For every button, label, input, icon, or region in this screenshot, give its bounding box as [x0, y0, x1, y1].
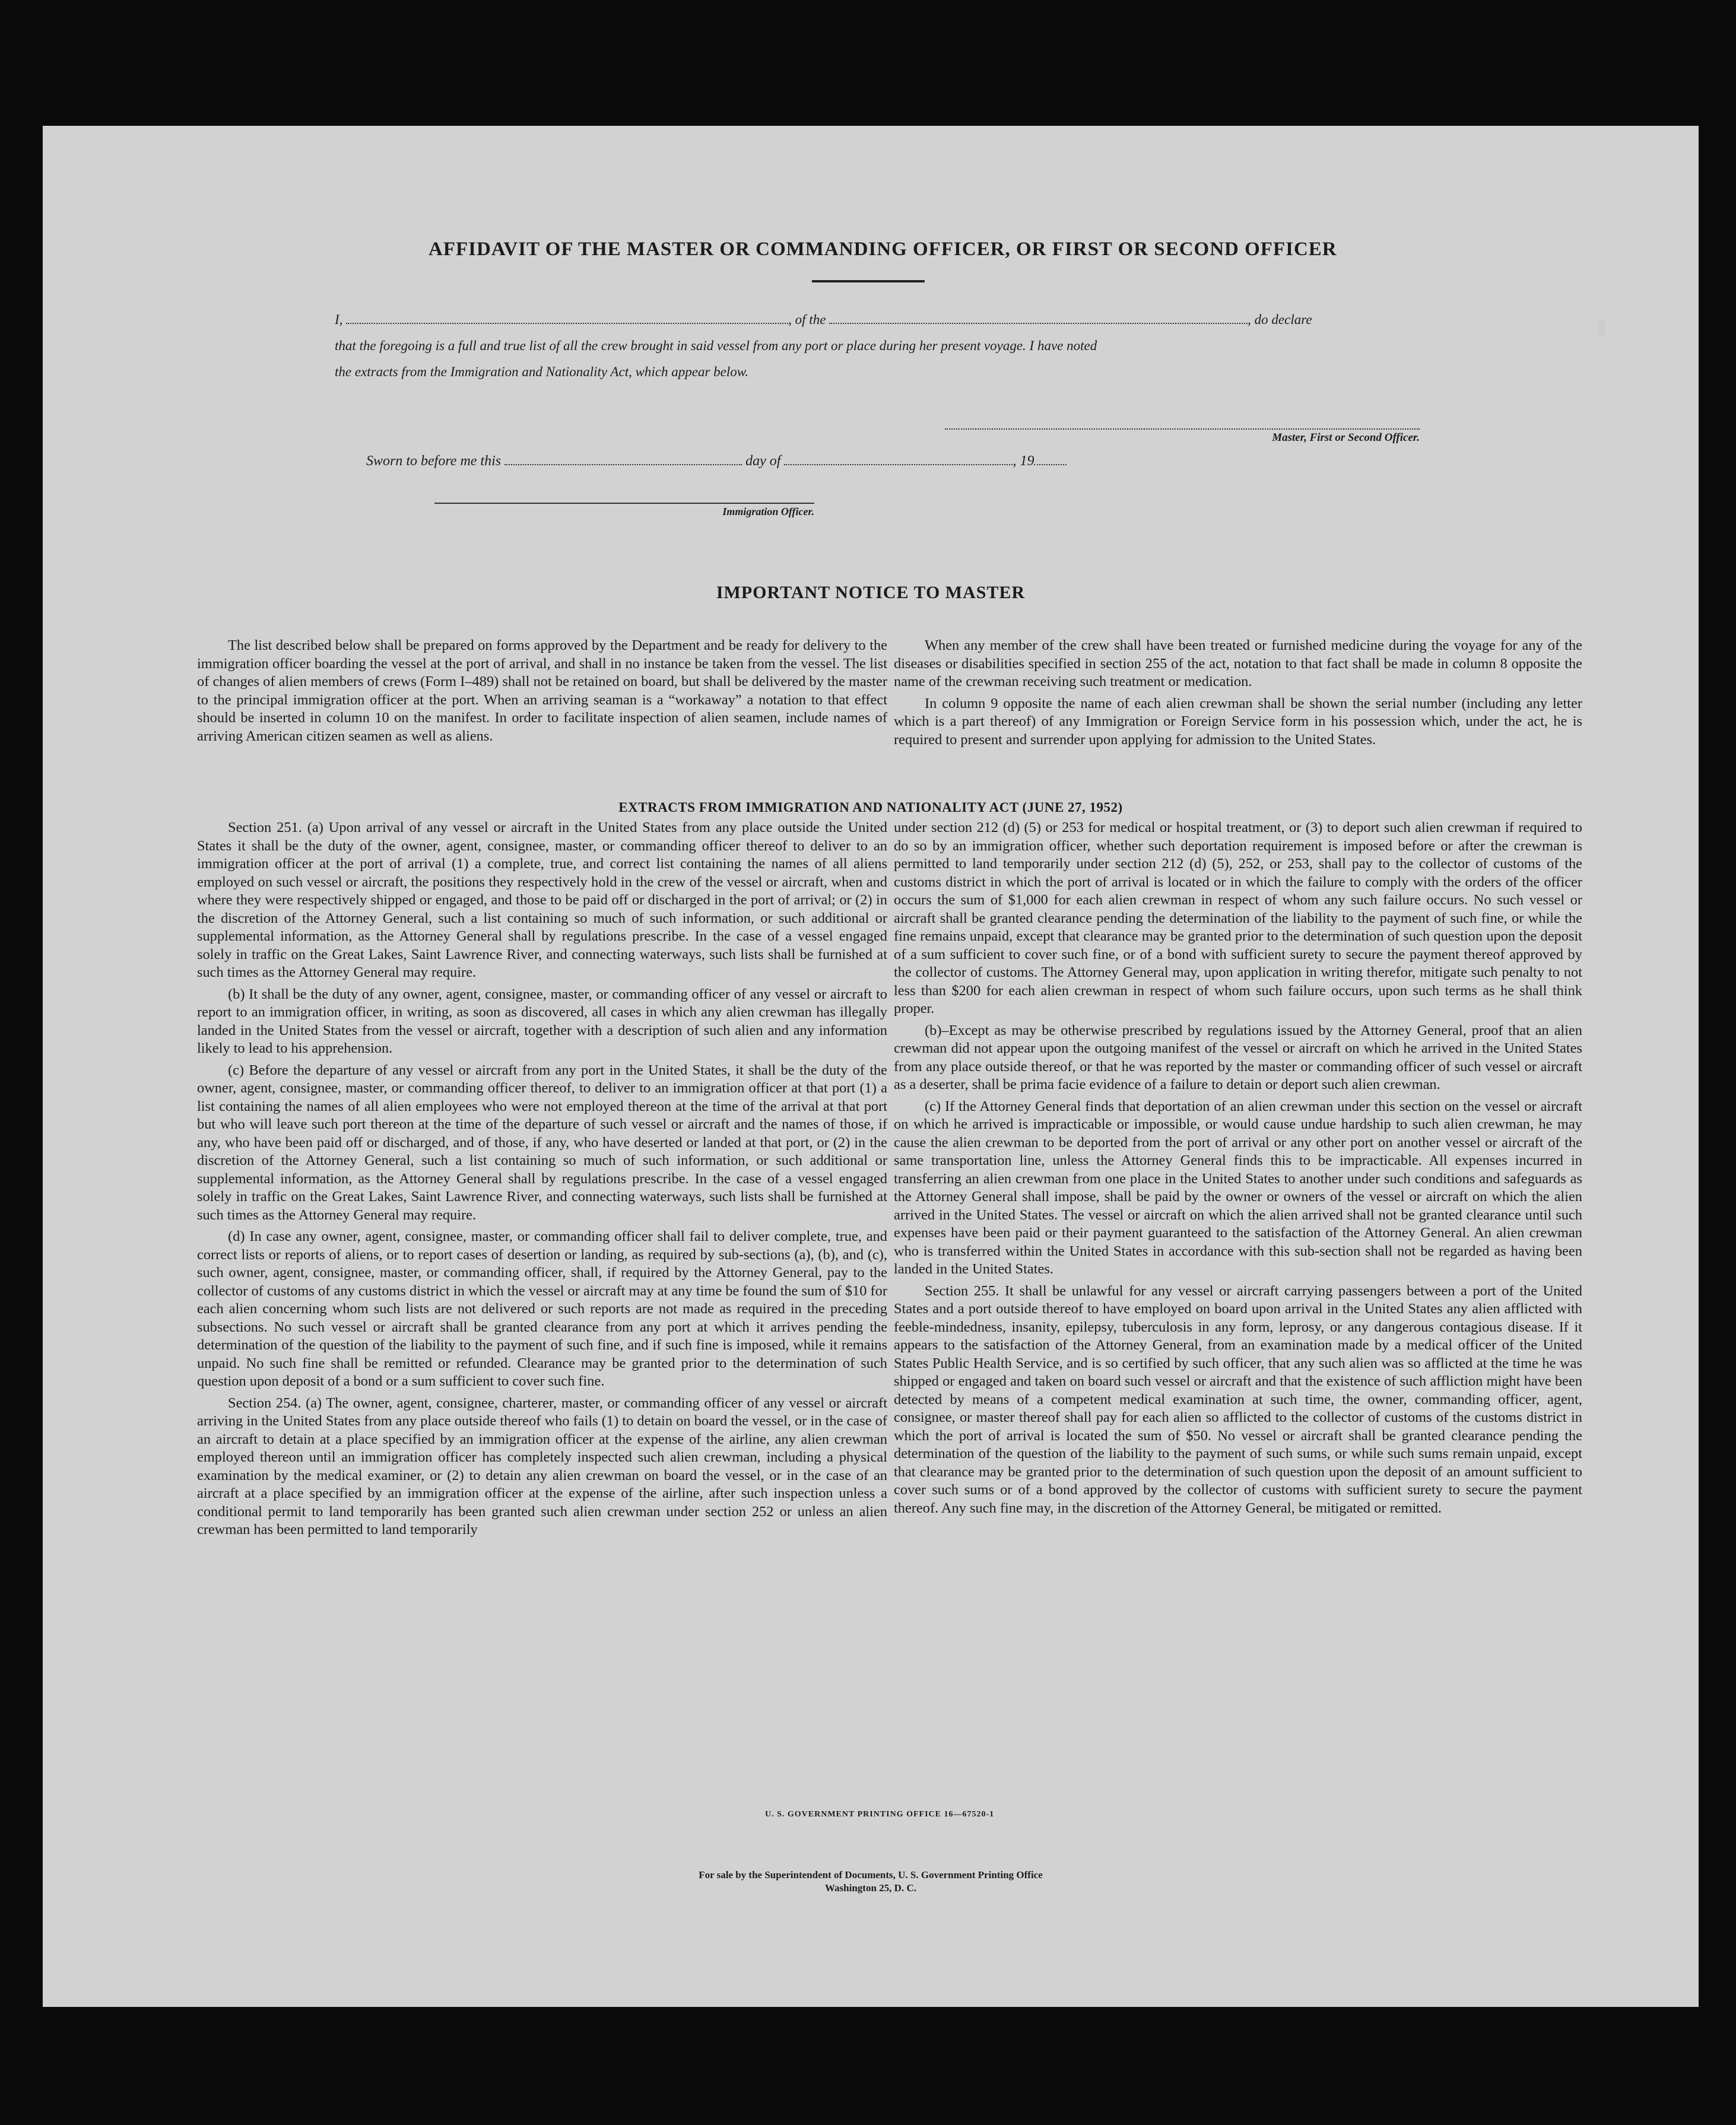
declaration [335, 307, 1462, 385]
declaration-of-the: , of the [788, 312, 826, 327]
notice-left-column [197, 637, 887, 749]
form-page [43, 126, 1699, 2007]
declaration-line-3: the extracts from the Immigration and Nationality Act, which appear below. [335, 364, 749, 379]
extract-paragraph: (b)–Except as may be otherwise prescribed by regulations issued by the Attorney General, proof that an alien crewman did not appear upon the outgoing manifest of the vessel or aircraft on which he arrived in the United States from any place outside thereof, or that he was reported by the master or commanding officer of such vessel or aircraft as a deserter, shall be prima facie evidence of a failure to detain or deport such alien crewman. [894, 1022, 1582, 1092]
sworn-year-field[interactable] [1034, 451, 1067, 465]
printing-office-imprint: U. S. GOVERNMENT PRINTING OFFICE 16—67520-1 [765, 1810, 995, 1819]
extract-paragraph: under section 212 (d) (5) or 253 for medical or hospital treatment, or (3) to deport such alien crewman if required to do so by an immigration officer, whether such deportation requirement is imposed before or after the crewman is permitted to land temporarily under section 212 (d) (5), 252, or 253, shall pay to the collector of customs of the customs district in which the port of arrival is located or in which the failure to comply with the orders of the officer occurs the sum of $1,000 for each alien crewman in respect of whom any such failure occurs. No such vessel or aircraft shall be granted clearance pending the determination of the liability to the payment of such fine, or while the fine remains unpaid, except that clearance may be granted prior to the determination of such question upon the deposit of a sum sufficient to cover such fine, or of a bond with sufficient surety to secure the payment thereof approved by the collector of customs. The Attorney General may, upon application in writing therefor, mitigate such penalty to not less than $200 for each alien crewman in respect of whom such failure occurs, upon such terms as he shall think proper. [894, 819, 1582, 1017]
extract-paragraph: (c) If the Attorney General finds that deportation of an alien crewman under this section on the vessel or aircraft on which he arrived is impracticable or impossible, or would cause undue hardship to such alien crewman, he may cause the alien crewman to be deported from the port of arrival or any other port on another vessel or aircraft of the same transportation line, unless the Attorney General finds this to be impracticable. All expenses incurred in transferring an alien crewman from one place in the United States to another under such conditions and safeguards as the Attorney General shall impose, shall be paid by the owner or owners of the vessel or aircraft on which the alien arrived in the United States. The vessel or aircraft on which the alien arrived shall not be granted clearance until such expenses have been paid or their payment guaranteed to the satisfaction of the Attorney General. An alien crewman who is transferred within the United States in accordance with this sub-section shall not be regarded as having been landed in the United States. [894, 1098, 1582, 1277]
affidavit-title: AFFIDAVIT OF THE MASTER OR COMMANDING OFFICER, OR FIRST OR SECOND OFFICER [429, 239, 1337, 260]
declaration-do-declare: , do declare [1248, 312, 1312, 327]
notice-title: IMPORTANT NOTICE TO MASTER [716, 583, 1026, 602]
title-divider [812, 280, 925, 282]
declaration-line-2: that the foregoing is a full and true list of all the crew brought in said vessel from any port or place during her present voyage. I have noted [335, 338, 1097, 353]
sale-line-1: For sale by the Superintendent of Documents, U. S. Government Printing Office [699, 1869, 1043, 1881]
vessel-name-field[interactable] [829, 310, 1248, 324]
immigration-officer-label: Immigration Officer. [722, 506, 814, 517]
master-signature-field[interactable] [945, 428, 1420, 430]
sworn-month-field[interactable] [784, 451, 1013, 465]
declaration-i: I, [335, 312, 343, 327]
extracts-right-column [894, 819, 1582, 1521]
day-of-label: day of [745, 453, 781, 469]
sworn-date-field[interactable] [504, 451, 742, 465]
extract-paragraph: Section 254. (a) The owner, agent, consignee, charterer, master, or commanding officer of any vessel or aircraft arriving in the United States from any place outside thereof who fails (1) to detain on board the vessel, or in the case of an aircraft to detain at a place specified by an immigration officer at the expense of the airline, any alien crewman employed thereon until an immigration officer has completely inspected such alien crewman, including a physical examination by the medical examiner, or (2) to detain any alien crewman on board the vessel, or in the case of an aircraft at a place specified by an immigration officer at the expense of the airline, after such inspection unless a conditional permit to land temporarily has been granted such alien crewman under section 252 or unless an alien crewman has been permitted to land temporarily [197, 1395, 887, 1538]
extract-paragraph: (b) It shall be the duty of any owner, agent, consignee, master, or commanding officer of any vessel or aircraft to report to an immigration officer, in writing, as soon as discovered, all cases in which any alien crewman has illegally landed in the United States from the vessel or aircraft, together with a description of such alien and any information likely to lead to his apprehension. [197, 986, 887, 1056]
notice-paragraph: When any member of the crew shall have been treated or furnished medicine during the voyage for any of the diseases or disabilities specified in section 255 of the act, notation to that fact shall be made in column 8 opposite the name of the crewman receiving such treatment or medication. [894, 637, 1582, 690]
notice-paragraph: The list described below shall be prepared on forms approved by the Department and be ready for delivery to the immigration officer boarding the vessel at the port of arrival, and shall in no instance be taken from the vessel. The list of changes of alien members of crews (Form I–489) shall not be retained on board, but shall be delivered by the master to the principal immigration officer at the port. When an arriving seaman is a “workaway” a notation to that effect should be inserted in column 10 on the manifest. In order to facilitate inspection of alien seamen, include names of arriving American citizen seamen as well as aliens. [197, 637, 887, 744]
declarant-name-field[interactable] [346, 310, 788, 324]
sworn-before-label: Sworn to before me this [366, 453, 502, 469]
extract-paragraph: Section 251. (a) Upon arrival of any vessel or aircraft in the United States from any place outside the United States it shall be the duty of the owner, agent, consignee, master, or commanding officer thereof to deliver to an immigration officer at the port of arrival (1) a complete, true, and correct list containing the names of all aliens employed on such vessel or aircraft, the positions they respectively hold in the crew of the vessel or aircraft, when and where they were respectively shipped or engaged, and those to be paid off or discharged in the port of arrival; or (2) in the discretion of the Attorney General, such a list containing so much of such information, or such additional or supplemental information, as the Attorney General shall by regulations prescribe. In the case of a vessel engaged solely in traffic on the Great Lakes, Saint Lawrence River, and connecting waterways, such lists shall be furnished at such times as the Attorney General may require. [197, 819, 887, 980]
sale-notice [43, 1869, 1699, 1895]
bleed-through-decoration: ░ [1598, 322, 1606, 336]
extract-paragraph: Section 255. It shall be unlawful for any vessel or aircraft carrying passengers between a port of the United States and a port outside thereof to have employed on board upon arrival in the United States any alien afflicted with feeble-mindedness, insanity, epilepsy, tuberculosis in any form, leprosy, or any dangerous contagious disease. If it appears to the satisfaction of the Attorney General, from an examination made by a medical officer of the United States Public Health Service, and is so certified by such officer, that any such alien was so afflicted at the time he was shipped or engaged and taken on board such vessel or aircraft and that the existence of such affliction might have been detected by means of a competent medical examination at such time, the owner, commanding officer, agent, consignee, or master thereof shall pay for each alien so afflicted to the collector of customs of the customs district in which the port of arrival is located the sum of $50. No vessel or aircraft shall be granted clearance pending the determination of the question of the liability to the payment of such sums, or while such sums remain unpaid, except that clearance may be granted prior to the determination of such question upon the deposit of an amount sufficient to cover such sums or of a bond approved by the collector of customs with sufficient surety to secure the payment thereof. Any such fine may, in the discretion of the Attorney General, be mitigated or remitted. [894, 1282, 1582, 1516]
declaration-line-1 [335, 307, 1462, 333]
year-label: , 19 [1013, 453, 1034, 469]
extracts-left-column [197, 819, 887, 1543]
immigration-officer-signature-field[interactable] [434, 503, 814, 504]
sworn-line [366, 451, 1067, 469]
sale-line-2: Washington 25, D. C. [825, 1882, 916, 1894]
extract-paragraph: (c) Before the departure of any vessel or aircraft from any port in the United States, it shall be the duty of the owner, agent, consignee, master, or commanding officer thereof, to deliver to an immigration officer at that port (1) a list containing the names of all alien employees who were not employed thereon at the time of the arrival at that port but who will leave such port thereon at the time of the departure of such vessel or aircraft and the names of those, if any, who have been paid off or discharged, and of those, if any, who have deserted or landed at that port, or (2) in the discretion of the Attorney General, such a list containing so much of such information, or such additional or supplemental information, as the Attorney General shall by regulations prescribe. In the case of a vessel engaged solely in traffic on the Great Lakes, Saint Lawrence River, and connecting waterways, such lists shall be furnished at such times as the Attorney General may require. [197, 1062, 887, 1223]
master-signature-label: Master, First or Second Officer. [1272, 431, 1420, 444]
notice-paragraph: In column 9 opposite the name of each alien crewman shall be shown the serial number (including any letter which is a part thereof) of any Immigration or Foreign Service form in his possession which, under the act, he is required to present and surrender upon applying for admission to the United States. [894, 695, 1582, 748]
extract-paragraph: (d) In case any owner, agent, consignee, master, or commanding officer shall fail to deliver complete, true, and correct lists or reports of aliens, or to report cases of desertion or landing, as required by sub-sections (a), (b), and (c), such owner, agent, consignee, master, or commanding officer, shall, if required by the Attorney General, pay to the collector of customs of any customs district in which the vessel or aircraft may at any time be found the sum of $10 for each alien concerning whom such lists are not delivered or such reports are not made as required in the preceding subsections. No such vessel or aircraft shall be granted clearance from any port at which it arrives pending the determination of the question of the liability to the payment of such fine, and if such fine is imposed, while it remains unpaid. No such fine shall be remitted or refunded. Clearance may be granted prior to the determination of such question upon deposit of a bond or a sum sufficient to cover such fine. [197, 1228, 887, 1389]
notice-right-column [894, 637, 1582, 752]
extracts-title: EXTRACTS FROM IMMIGRATION AND NATIONALITY ACT (JUNE 27, 1952) [618, 800, 1123, 815]
